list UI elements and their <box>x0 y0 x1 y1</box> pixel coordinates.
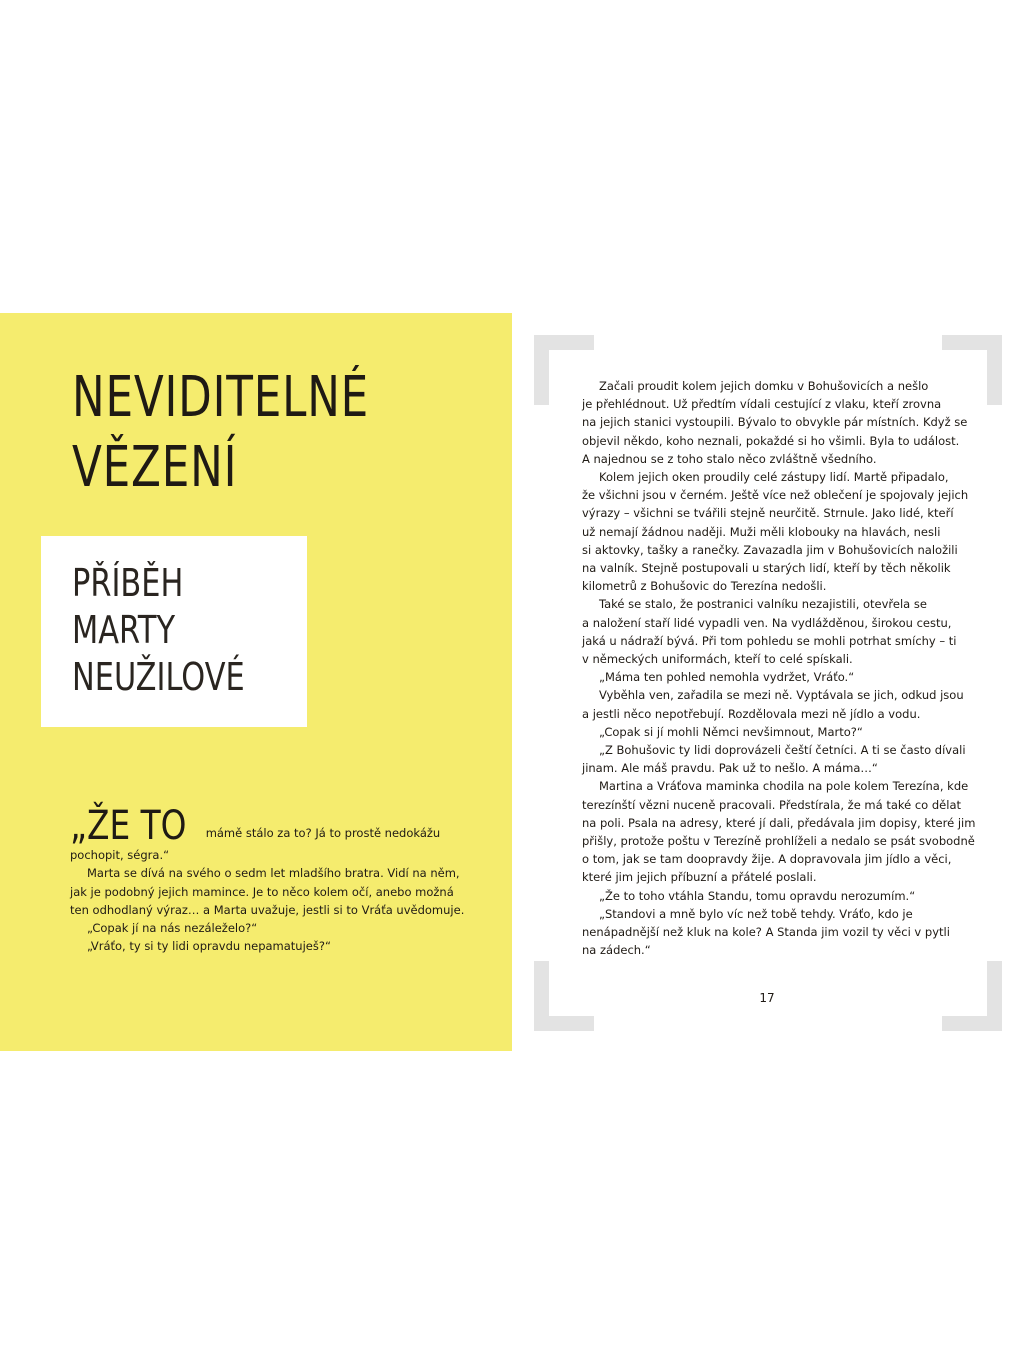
text-line: Začali proudit kolem jejich domku v Bohušovicích a nešlo <box>599 379 929 393</box>
text-line: jak je podobný jejich mamince. Je to něco kolem očí, anebo možná <box>70 884 454 899</box>
text-line: a jestli něco nepotřebují. Rozdělovala mezi ně jídlo a vodu. <box>582 706 921 721</box>
corner-bracket-decoration <box>534 961 594 1031</box>
right-page <box>512 313 1024 1051</box>
text-line: Martina a Vráťova maminka chodila na pole kolem Terezína, kde <box>599 779 969 794</box>
text-line: kilometrů z Bohušovic do Terezína nedošli. <box>582 579 827 594</box>
title-line: NEVIDITELNÉ <box>72 365 370 430</box>
text-line: které jim jejich příbuzní a přátelé poslali. <box>582 870 817 885</box>
text-line: jaká u nádraží bývá. Při tom pohledu se mohli potrhat smíchy – ti <box>582 633 957 648</box>
text-line: ten odhodlaný výraz… a Marta uvažuje, jestli si to Vráťa uvědomuje. <box>70 902 465 917</box>
text-line: a naložení staří lidé vypadli ven. Na vydlážděnou, širokou cestu, <box>582 615 952 630</box>
text-line: na zádech.“ <box>582 943 651 958</box>
subtitle-line: NEUŽILOVÉ <box>72 655 245 699</box>
text-line: „Copak jí na nás nezáleželo?“ <box>87 921 258 936</box>
text-line: Kolem jejich oken proudily celé zástupy lidí. Martě připadalo, <box>599 470 949 485</box>
opening-line <box>70 803 470 849</box>
text-line: A najednou se z toho stalo něco zvláštně všedního. <box>582 451 877 466</box>
text-line: Marta se dívá na svého o sedm let mladšího bratra. Vidí na něm, <box>87 866 460 881</box>
text-line: v německých uniformách, kteří to celé spískali. <box>582 652 853 667</box>
text-line: jinam. Ale máš pravdu. Pak už to nešlo. A máma…“ <box>582 761 878 776</box>
text-line: pochopit, ségra.“ <box>70 848 170 862</box>
text-line: „Vráťo, ty si ty lidi opravdu nepamatuješ?“ <box>87 939 331 954</box>
text-line: přišly, protože poštu v Terezíně prohlíželi a nedalo se psát svobodně <box>582 834 975 849</box>
page-number: 17 <box>759 991 775 1005</box>
text-line: Také se stalo, že postranici valníku nezajistili, otevřela se <box>599 597 927 612</box>
text-line: na valník. Stejně postupovali u starých lidí, kteří by těch několik <box>582 561 951 576</box>
left-body-text <box>70 803 470 956</box>
text-line: „Že to toho vtáhla Standu, tomu opravdu nerozumím.“ <box>599 888 916 903</box>
text-line: o tom, jak se tam doopravdy žije. A dopravovala jim jídlo a věci, <box>582 852 952 867</box>
text-line: výrazy – všichni se tvářili stejně neurčitě. Strnule. Jako lidé, kteří <box>582 506 954 521</box>
text-line: „Máma ten pohled nemohla vydržet, Vráťo.“ <box>599 670 855 685</box>
left-page <box>0 313 512 1051</box>
text-line: „Copak si jí mohli Němci nevšimnout, Marto?“ <box>599 724 863 739</box>
subtitle-line: PŘÍBĚH <box>72 561 184 605</box>
chapter-subtitle <box>72 560 245 701</box>
text-line: Vyběhla ven, zařadila se mezi ně. Vyptávala se jich, odkud jsou <box>599 688 964 703</box>
text-line: objevil někdo, koho neznali, pokaždé si ho všimli. Byla to událost. <box>582 433 960 448</box>
drop-cap: „ŽE TO <box>70 803 187 849</box>
chapter-title <box>72 363 369 503</box>
text-line: na poli. Psala na adresy, které jí dali, předávala jim dopisy, které jim <box>582 815 976 830</box>
title-line: VĚZENÍ <box>72 435 238 500</box>
opening-line-rest: mámě stálo za to? Já to prostě nedokážu <box>205 826 441 840</box>
text-line: si aktovky, tašky a ranečky. Zavazadla jim v Bohušovicích naložili <box>582 542 958 557</box>
text-line: „Z Bohušovic ty lidi doprovázeli čeští četníci. A ti se často dívali <box>599 743 966 758</box>
subtitle-line: MARTY <box>72 608 176 652</box>
text-line: je přehlédnout. Už předtím vídali cestující z vlaku, kteří zrovna <box>582 397 942 412</box>
right-body-text <box>582 377 982 960</box>
book-spread <box>0 313 1024 1051</box>
text-line: „Standovi a mně bylo víc než tobě tehdy. Vráťo, kdo je <box>599 906 913 921</box>
text-line: že všichni jsou v černém. Ještě více než oblečení je spojovaly jejich <box>582 488 969 503</box>
text-line: na jejich stanici vystoupili. Bývalo to obvykle pár místních. Když se <box>582 415 968 430</box>
text-line: už nemají žádnou naději. Muži měli klobouky na hlavách, nesli <box>582 524 941 539</box>
corner-bracket-decoration <box>942 961 1002 1031</box>
subtitle-box <box>41 536 307 727</box>
text-line: nenápadnější než kluk na kole? A Standa jim vozil ty věci v pytli <box>582 925 950 940</box>
text-line: terezínští vězni nuceně pracovali. Předstírala, že má také co dělat <box>582 797 962 812</box>
